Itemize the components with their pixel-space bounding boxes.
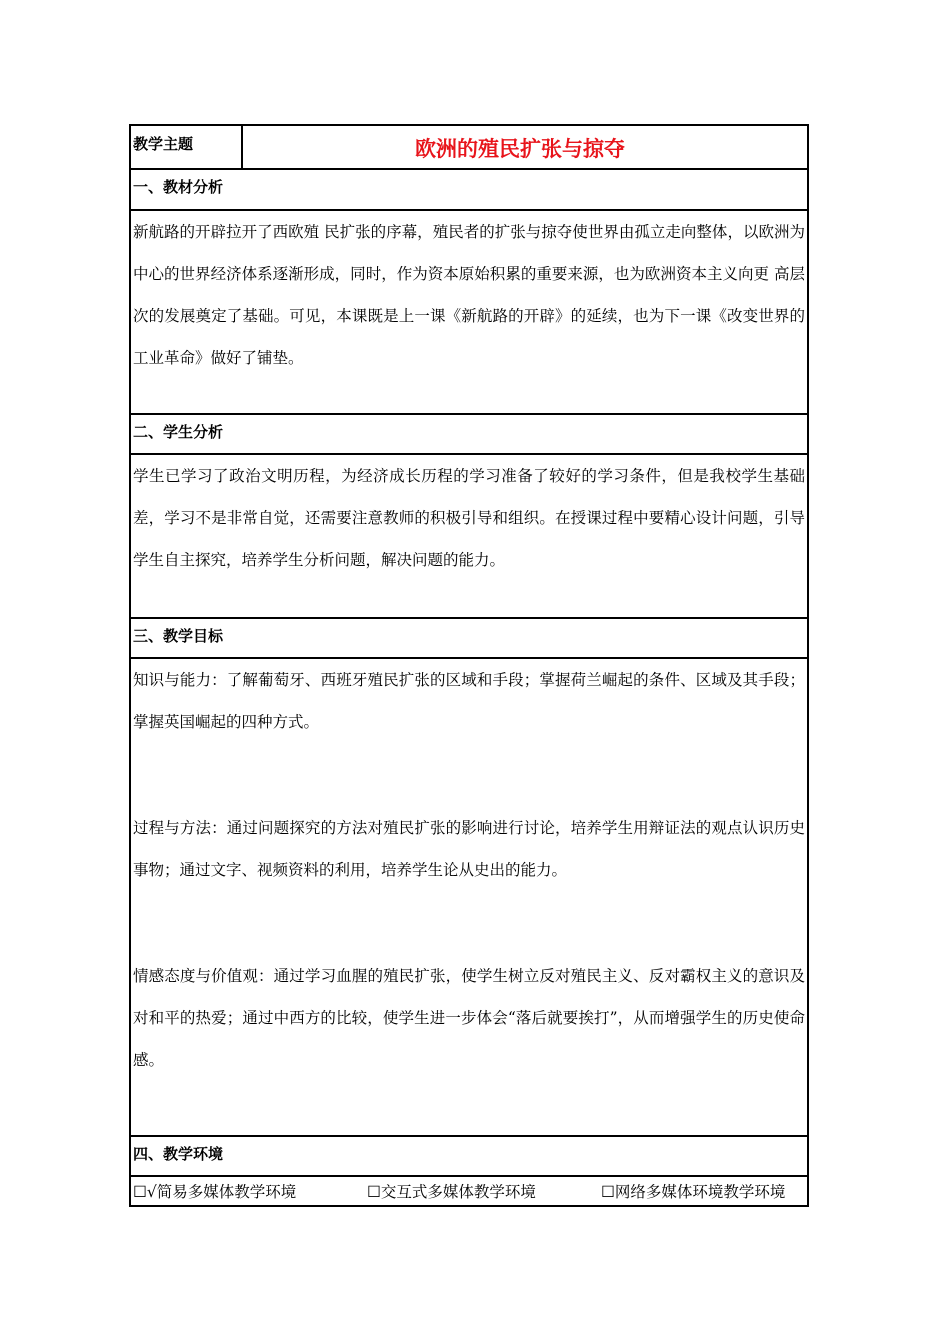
student-analysis-text: 学生已学习了政治文明历程，为经济成长历程的学习准备了较好的学习条件，但是我校学生基础差，学习不是非常自觉，还需要注意教师的积极引导和组织。在授课过程中要精心设计问题，引导学生自主探究，培养学生分析问题，解决问题的能力。: [131, 453, 807, 617]
section-heading-material: 一、教材分析: [131, 168, 807, 209]
env-option-network[interactable]: ☐网络多媒体环境教学环境: [601, 1183, 786, 1201]
env-option-simple[interactable]: ☐√简易多媒体教学环境: [133, 1183, 297, 1201]
material-analysis-text: 新航路的开辟拉开了西欧殖 民扩张的序幕，殖民者的扩张与掠夺使世界由孤立走向整体，以欧洲为中心的世界经济体系逐渐形成，同时，作为资本原始积累的重要来源，也为欧洲资本主义向更 高层次的发展奠定了基础。可见，本课既是上一课《新航路的开辟》的延续，也为下一课《改变世界的工业革命》做好了铺垫。: [131, 209, 807, 413]
env-option-interactive[interactable]: ☐交互式多媒体教学环境: [367, 1183, 536, 1201]
environment-options: [131, 1175, 807, 1205]
goal-knowledge: 知识与能力：了解葡萄牙、西班牙殖民扩张的区域和手段；掌握荷兰崛起的条件、区域及其手段；掌握英国崛起的四种方式。: [133, 671, 805, 731]
section-heading-students: 二、学生分析: [131, 413, 807, 453]
goal-process: 过程与方法：通过问题探究的方法对殖民扩张的影响进行讨论，培养学生用辩证法的观点认识历史事物；通过文字、视频资料的利用，培养学生论从史出的能力。: [133, 819, 805, 879]
lesson-plan-table: [129, 124, 809, 1207]
teaching-goals-cell: [131, 657, 807, 1135]
goal-emotion: 情感态度与价值观：通过学习血腥的殖民扩张，使学生树立反对殖民主义、反对霸权主义的意识及对和平的热爱；通过中西方的比较，使学生进一步体会“落后就要挨打”，从而增强学生的历史使命感。: [133, 967, 805, 1069]
topic-label: 教学主题: [131, 126, 243, 168]
section-heading-environment: 四、教学环境: [131, 1135, 807, 1175]
topic-row: [131, 126, 807, 168]
topic-title: 欧洲的殖民扩张与掠夺: [415, 137, 625, 161]
section-heading-goals: 三、教学目标: [131, 617, 807, 657]
